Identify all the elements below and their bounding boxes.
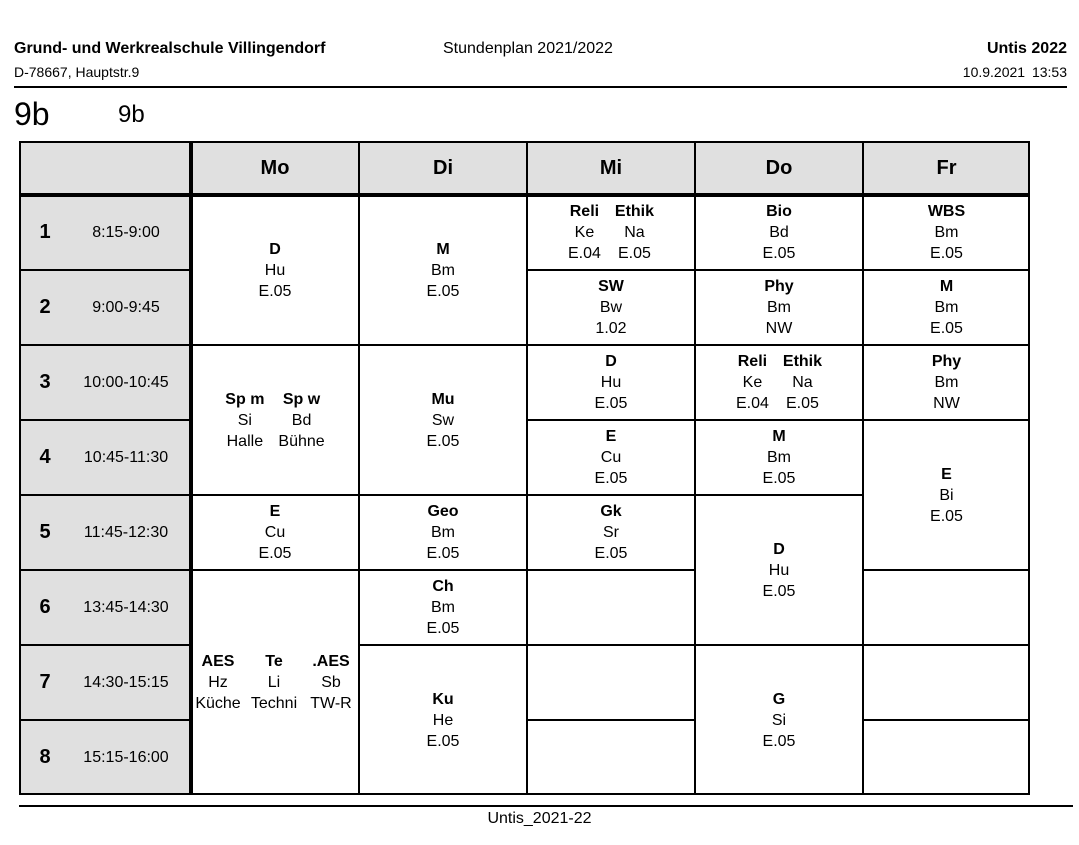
lesson-teacher: Na xyxy=(792,374,813,391)
lesson-teacher: Bm xyxy=(431,261,455,279)
lesson-teacher: Bm xyxy=(934,224,959,241)
lesson-cell[interactable] xyxy=(191,495,359,570)
grid-line xyxy=(19,644,191,646)
lesson-subject: M xyxy=(772,428,786,445)
lesson-group xyxy=(278,389,324,452)
lesson-room: E.05 xyxy=(762,245,796,262)
period-number: 5 xyxy=(39,521,51,543)
lesson-room: E.05 xyxy=(426,545,460,562)
lesson-subject: Phy xyxy=(764,278,794,295)
school-address: D-78667, Hauptstr.9 xyxy=(14,64,140,80)
lesson-teacher: Bw xyxy=(599,299,623,316)
period-number: 2 xyxy=(39,296,51,318)
period-time: 13:45-14:30 xyxy=(83,599,169,616)
day-header-mo: Mo xyxy=(191,141,359,195)
lesson-groups xyxy=(568,201,654,264)
print-datetime: 10.9.2021 13:53 xyxy=(962,64,1067,80)
header-divider xyxy=(14,86,1067,88)
grid-line xyxy=(359,344,527,346)
period-row-header xyxy=(19,345,191,420)
lesson-teacher: Hu xyxy=(600,374,622,391)
lesson-subject: D xyxy=(773,540,785,558)
lesson-group xyxy=(736,351,769,414)
lesson-room: E.05 xyxy=(426,732,460,750)
lesson-teacher: Bm xyxy=(934,374,959,391)
document-title: Stundenplan 2021/2022 xyxy=(443,40,613,57)
lesson-room: E.05 xyxy=(930,320,963,337)
period-time: 9:00-9:45 xyxy=(92,299,160,316)
lesson-room: E.04 xyxy=(567,245,601,262)
lesson-group xyxy=(615,201,654,264)
lesson-room: E.05 xyxy=(258,545,292,562)
lesson-cell[interactable] xyxy=(527,195,695,270)
lesson-subject: E xyxy=(941,465,952,483)
lesson-teacher: Bi xyxy=(939,486,954,504)
lesson-room: E.04 xyxy=(735,395,769,412)
lesson-room: Halle xyxy=(226,432,264,450)
grid-line xyxy=(191,494,359,496)
grid-line xyxy=(863,419,1030,421)
lesson-cell[interactable] xyxy=(863,420,1030,570)
period-time: 10:45-11:30 xyxy=(83,449,169,466)
grid-line xyxy=(695,644,863,646)
lesson-room: E.05 xyxy=(258,282,292,300)
period-time: 8:15-9:00 xyxy=(92,224,160,241)
lesson-group xyxy=(243,651,305,714)
lesson-teacher: Si xyxy=(771,711,787,729)
grid-line xyxy=(527,269,695,271)
lesson-room: E.05 xyxy=(762,732,796,750)
lesson-teacher: Hz xyxy=(208,674,228,691)
lesson-teacher: Bm xyxy=(431,524,455,541)
lesson-teacher: Ke xyxy=(574,224,595,241)
lesson-cell[interactable] xyxy=(191,570,359,795)
period-row-header xyxy=(19,645,191,720)
lesson-room: 1.02 xyxy=(595,320,627,337)
grid-line xyxy=(358,141,360,795)
grid-line xyxy=(863,719,1030,721)
period-number: 3 xyxy=(39,371,51,393)
lesson-teacher: Cu xyxy=(264,524,286,541)
lesson-room: Küche xyxy=(195,695,241,712)
lesson-subject: Ch xyxy=(432,578,454,595)
grid-line xyxy=(527,419,695,421)
lesson-groups xyxy=(225,389,324,452)
lesson-room: E.05 xyxy=(617,245,651,262)
period-number: 1 xyxy=(39,221,51,243)
lesson-subject: Geo xyxy=(427,503,459,520)
lesson-cell[interactable] xyxy=(527,420,695,495)
lesson-room: E.05 xyxy=(594,395,628,412)
lesson-subject: D xyxy=(269,240,281,258)
grid-line xyxy=(359,569,527,571)
day-header-do: Do xyxy=(695,141,863,195)
grid-line xyxy=(695,344,863,346)
lesson-subject: WBS xyxy=(927,203,966,220)
lesson-cell[interactable] xyxy=(695,420,863,495)
grid-line xyxy=(526,141,528,795)
class-name: 9b xyxy=(14,96,50,132)
lesson-group xyxy=(568,201,601,264)
lesson-subject: Gk xyxy=(600,503,622,520)
lesson-teacher: He xyxy=(432,711,454,729)
lesson-subject: G xyxy=(772,690,786,708)
lesson-teacher: Bm xyxy=(767,299,791,316)
lesson-subject: Phy xyxy=(931,353,962,370)
grid-line xyxy=(359,494,527,496)
lesson-subject: M xyxy=(939,278,954,295)
grid-line xyxy=(527,719,695,721)
lesson-cell[interactable] xyxy=(863,270,1030,345)
period-time: 10:00-10:45 xyxy=(83,374,169,391)
lesson-teacher: Cu xyxy=(600,449,622,466)
lesson-teacher: Ke xyxy=(742,374,763,391)
lesson-groups xyxy=(193,651,357,714)
lesson-cell[interactable] xyxy=(191,195,359,345)
period-time: 15:15-16:00 xyxy=(83,749,169,766)
lesson-room: NW xyxy=(933,395,960,412)
lesson-teacher: Hu xyxy=(768,561,790,579)
lesson-subject: Ku xyxy=(432,690,454,708)
lesson-subject: E xyxy=(269,503,281,520)
period-time: 14:30-15:15 xyxy=(83,674,169,691)
timetable-grid xyxy=(19,141,1030,796)
lesson-teacher: Bm xyxy=(767,449,791,466)
period-number: 6 xyxy=(39,596,51,618)
lesson-subject: E xyxy=(605,428,617,445)
day-header-fr: Fr xyxy=(863,141,1030,195)
grid-line xyxy=(1028,141,1030,795)
day-header-mi: Mi xyxy=(527,141,695,195)
lesson-subject: Ethik xyxy=(614,203,655,220)
grid-line xyxy=(19,494,191,496)
grid-line xyxy=(19,193,1030,197)
lesson-cell[interactable] xyxy=(695,495,863,645)
lesson-cell[interactable] xyxy=(863,195,1030,270)
lesson-room: E.05 xyxy=(930,245,963,262)
lesson-subject: Sp w xyxy=(282,390,321,408)
lesson-cell[interactable] xyxy=(695,195,863,270)
grid-line xyxy=(863,344,1030,346)
lesson-cell[interactable] xyxy=(695,270,863,345)
product-name: Untis 2022 xyxy=(986,40,1067,57)
lesson-teacher: Bm xyxy=(431,599,455,616)
lesson-subject: Reli xyxy=(569,203,600,220)
school-name: Grund- und Werkrealschule Villingendorf xyxy=(14,40,326,57)
lesson-teacher: Hu xyxy=(264,261,286,279)
lesson-room: E.05 xyxy=(762,470,796,487)
grid-line xyxy=(527,344,695,346)
grid-line xyxy=(19,141,1030,143)
lesson-room: E.05 xyxy=(426,432,460,450)
lesson-room: TW-R xyxy=(310,695,352,712)
period-number: 4 xyxy=(39,446,51,468)
footer-label: Untis_2021-22 xyxy=(487,810,592,827)
lesson-subject: D xyxy=(605,353,617,370)
lesson-subject: Mu xyxy=(431,390,455,408)
lesson-group xyxy=(193,651,243,714)
lesson-cell[interactable] xyxy=(359,345,527,495)
lesson-subject: Sp m xyxy=(225,390,265,408)
lesson-room: E.05 xyxy=(594,470,628,487)
lesson-teacher: Sb xyxy=(321,674,341,691)
header-corner xyxy=(19,141,191,195)
grid-line xyxy=(191,344,359,346)
footer-divider xyxy=(19,805,1073,807)
grid-line xyxy=(19,269,191,271)
grid-line xyxy=(527,644,695,646)
grid-line xyxy=(695,494,863,496)
period-row-header xyxy=(19,495,191,570)
class-fullname: 9b xyxy=(118,101,145,128)
lesson-room: E.05 xyxy=(594,545,628,562)
grid-line xyxy=(191,569,359,571)
lesson-room: E.05 xyxy=(930,507,963,525)
grid-line xyxy=(527,494,695,496)
lesson-teacher: Li xyxy=(267,674,281,691)
period-row-header xyxy=(19,420,191,495)
period-row-header xyxy=(19,570,191,645)
grid-line xyxy=(695,269,863,271)
grid-line xyxy=(359,644,527,646)
period-number: 7 xyxy=(39,671,51,693)
grid-line xyxy=(863,569,1030,571)
lesson-group xyxy=(305,651,357,714)
lesson-room: Techni xyxy=(250,695,298,712)
lesson-room: NW xyxy=(765,320,793,337)
period-row-header xyxy=(19,270,191,345)
lesson-teacher: Si xyxy=(237,411,252,429)
lesson-cell[interactable] xyxy=(863,345,1030,420)
lesson-room: E.05 xyxy=(426,282,460,300)
lesson-subject: Ethik xyxy=(782,353,823,370)
lesson-group xyxy=(783,351,822,414)
lesson-cell[interactable] xyxy=(191,345,359,495)
lesson-cell[interactable] xyxy=(695,345,863,420)
lesson-groups xyxy=(736,351,822,414)
lesson-teacher: Bd xyxy=(769,224,789,241)
lesson-cell[interactable] xyxy=(359,645,527,795)
lesson-teacher: Sw xyxy=(431,411,455,429)
lesson-teacher: Sr xyxy=(603,524,619,541)
period-time: 11:45-12:30 xyxy=(83,524,169,541)
lesson-cell[interactable] xyxy=(359,195,527,345)
lesson-room: E.05 xyxy=(785,395,819,412)
lesson-room: Bühne xyxy=(278,432,325,450)
period-number: 8 xyxy=(39,746,51,768)
lesson-group xyxy=(225,389,264,452)
grid-line xyxy=(862,141,864,795)
lesson-subject: Reli xyxy=(737,353,768,370)
grid-line xyxy=(19,344,191,346)
lesson-room: E.05 xyxy=(762,582,796,600)
period-row-header xyxy=(19,720,191,795)
lesson-subject: Bio xyxy=(766,203,792,220)
period-row-header xyxy=(19,195,191,270)
lesson-room: E.05 xyxy=(426,620,460,637)
lesson-subject: Te xyxy=(265,653,283,670)
lesson-subject: AES xyxy=(201,653,235,670)
grid-line xyxy=(19,419,191,421)
lesson-subject: SW xyxy=(598,278,624,295)
lesson-cell[interactable] xyxy=(359,495,527,570)
lesson-subject: M xyxy=(436,240,450,258)
grid-line xyxy=(189,141,193,795)
grid-line xyxy=(863,644,1030,646)
lesson-teacher: Bd xyxy=(291,411,312,429)
grid-line xyxy=(19,793,1030,795)
grid-line xyxy=(527,569,695,571)
lesson-cell[interactable] xyxy=(359,570,527,645)
grid-line xyxy=(694,141,696,795)
grid-line xyxy=(695,419,863,421)
grid-line xyxy=(19,141,21,795)
lesson-cell[interactable] xyxy=(527,495,695,570)
day-header-di: Di xyxy=(359,141,527,195)
lesson-cell[interactable] xyxy=(527,345,695,420)
lesson-subject: .AES xyxy=(312,653,350,670)
grid-line xyxy=(19,719,191,721)
lesson-cell[interactable] xyxy=(695,645,863,795)
grid-line xyxy=(863,269,1030,271)
lesson-cell[interactable] xyxy=(527,270,695,345)
lesson-teacher: Bm xyxy=(934,299,959,316)
lesson-teacher: Na xyxy=(624,224,645,241)
grid-line xyxy=(19,569,191,571)
